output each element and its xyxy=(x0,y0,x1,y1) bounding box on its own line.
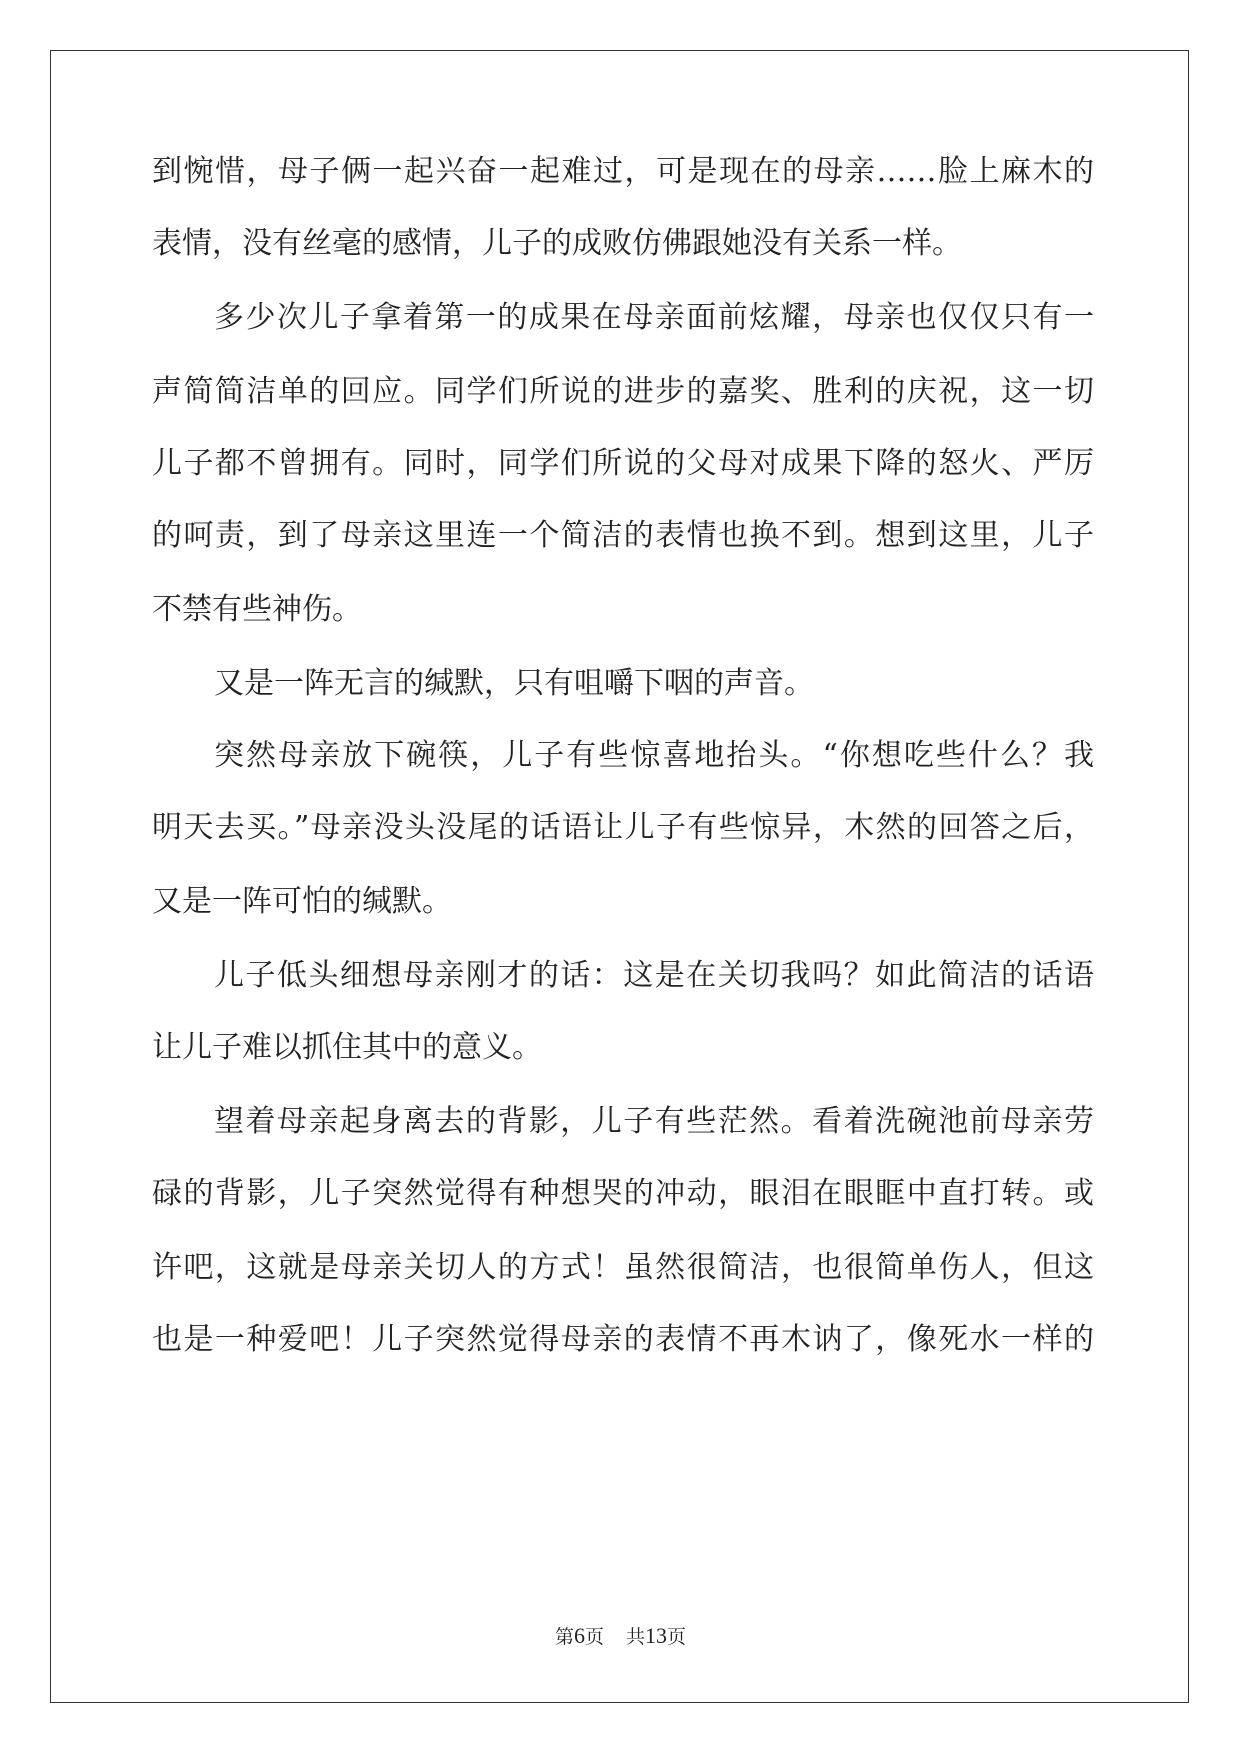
paragraph-start-line: 儿子低头细想母亲刚才的话：这是在关切我吗？如此简洁的话语 xyxy=(214,958,1094,993)
paragraph-start-line: 突然母亲放下碗筷，儿子有些惊喜地抬头。“你想吃些什么？我 xyxy=(214,738,1094,773)
text-line: 明天去买。”母亲没头没尾的话语让儿子有些惊异，木然的回答之后， xyxy=(152,810,1094,845)
footer-total-suffix: 页 xyxy=(667,1627,687,1648)
text-line: 的呵责，到了母亲这里连一个简洁的表情也换不到。想到这里，儿子 xyxy=(152,518,1094,553)
total-page-number: 13 xyxy=(645,1623,668,1648)
paragraph-start-line: 望着母亲起身离去的背影，儿子有些茫然。看着洗碗池前母亲劳 xyxy=(214,1104,1094,1139)
text-line: 让儿子难以抓住其中的意义。 xyxy=(152,1030,542,1065)
text-line: 不禁有些神伤。 xyxy=(152,592,362,627)
text-line: 到惋惜，母子俩一起兴奋一起难过，可是现在的母亲……脸上麻木的 xyxy=(152,154,1094,189)
text-line: 碌的背影，儿子突然觉得有种想哭的冲动，眼泪在眼眶中直打转。或 xyxy=(152,1176,1094,1211)
footer-page-suffix: 页 xyxy=(584,1627,604,1648)
text-line: 又是一阵可怕的缄默。 xyxy=(152,884,452,919)
text-line: 儿子都不曾拥有。同时，同学们所说的父母对成果下降的怒火、严厉 xyxy=(152,446,1094,481)
paragraph-start-line: 又是一阵无言的缄默，只有咀嚼下咽的声音。 xyxy=(214,666,814,701)
paragraph-start-line: 多少次儿子拿着第一的成果在母亲面前炫耀，母亲也仅仅只有一 xyxy=(214,300,1094,335)
text-line: 许吧，这就是母亲关切人的方式！虽然很简洁，也很简单伤人，但这 xyxy=(152,1250,1094,1285)
current-page-number: 6 xyxy=(573,1623,585,1648)
text-line: 也是一种爱吧！儿子突然觉得母亲的表情不再木讷了，像死水一样的 xyxy=(152,1322,1094,1357)
footer-total-prefix: 共 xyxy=(626,1627,646,1648)
text-line: 表情，没有丝毫的感情，儿子的成败仿佛跟她没有关系一样。 xyxy=(152,226,962,261)
footer-prefix: 第 xyxy=(554,1627,574,1648)
page-footer xyxy=(0,1622,1241,1649)
text-line: 声简简洁单的回应。同学们所说的进步的嘉奖、胜利的庆祝，这一切 xyxy=(152,374,1094,409)
